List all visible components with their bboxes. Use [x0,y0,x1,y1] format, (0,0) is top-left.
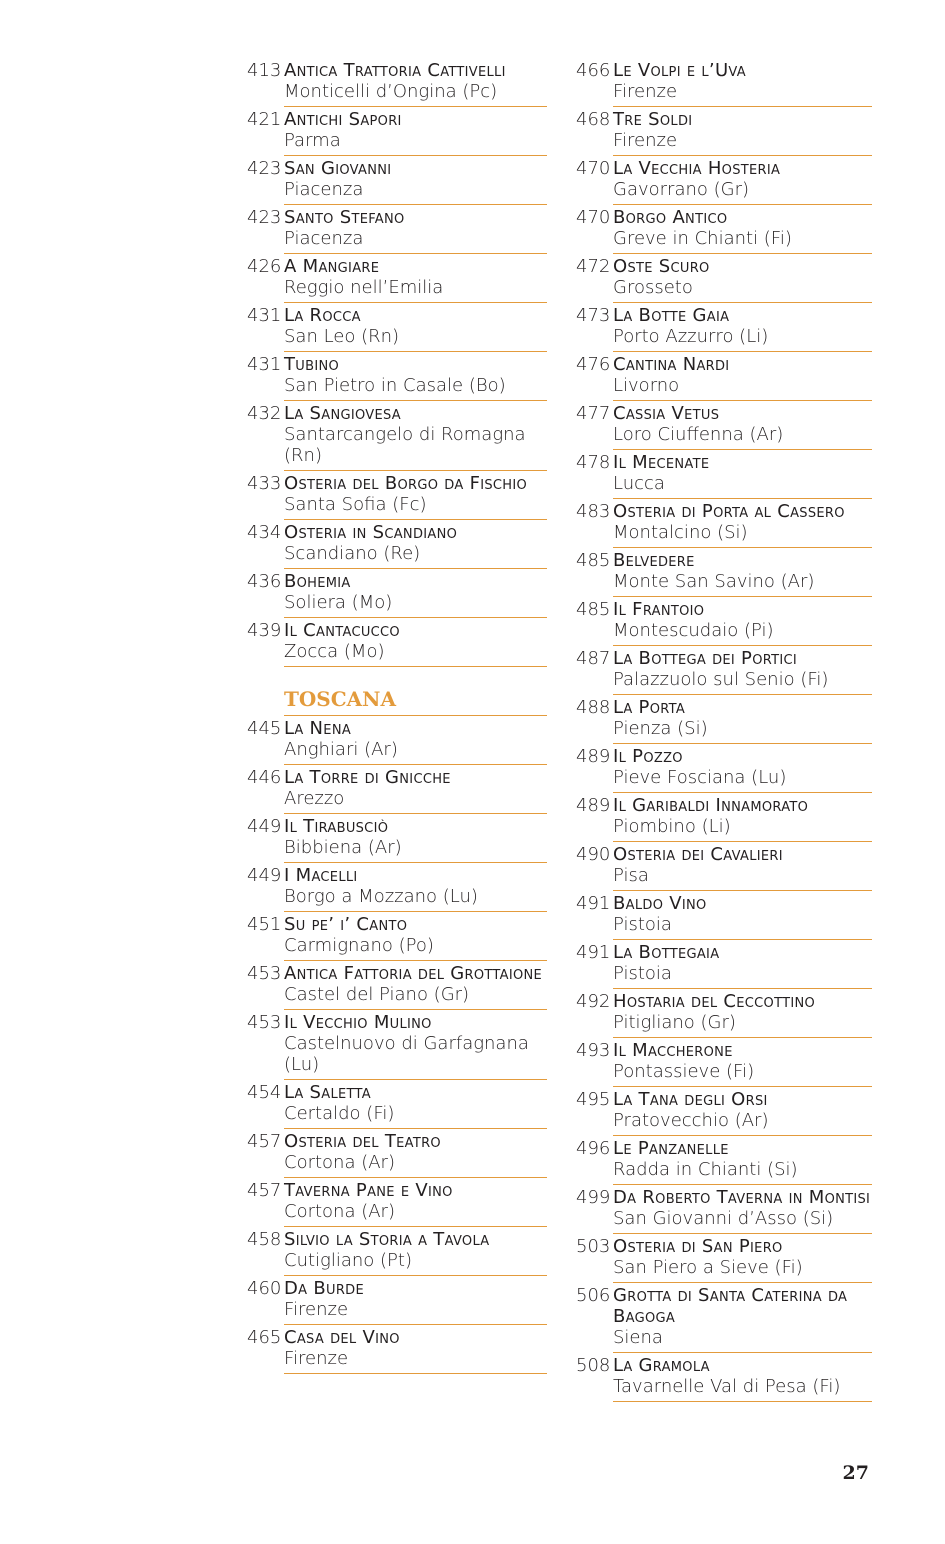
restaurant-town: Anghiari (Ar) [284,739,398,760]
page-ref-number: 457 [247,1180,282,1201]
restaurant-name: Santo Stefano [284,207,405,228]
restaurant-entry [247,303,547,352]
page-ref-number: 421 [247,109,282,130]
restaurant-town: Reggio nell’Emilia [284,277,444,298]
restaurant-town: Scandiano (Re) [284,543,421,564]
entry-text [613,354,872,396]
restaurant-entry [576,254,872,303]
entry-text [613,158,872,200]
entry-text [284,522,547,564]
entry-text [613,844,872,886]
page-ref-number: 453 [247,963,282,984]
restaurant-town: Cutigliano (Pt) [284,1250,412,1271]
restaurant-name: Cassia Vetus [613,403,720,424]
page-ref-number: 445 [247,718,282,739]
restaurant-entry [576,107,872,156]
restaurant-name: Osteria dei Cavalieri [613,844,783,865]
restaurant-town: Monte San Savino (Ar) [613,571,815,592]
restaurant-name: I Macelli [284,865,358,886]
restaurant-town: Pistoia [613,914,672,935]
restaurant-entry [576,989,872,1038]
entry-text [613,746,872,788]
entry-text [284,1180,547,1222]
page-ref-number: 477 [576,403,611,424]
restaurant-name: Borgo Antico [613,207,728,228]
restaurant-name: Il Garibaldi Innamorato [613,795,809,816]
entry-text [613,1285,872,1348]
restaurant-entry [247,156,547,205]
entry-text [613,1236,872,1278]
restaurant-name: La Torre di Gnicche [284,767,451,788]
page-ref-number: 485 [576,599,611,620]
restaurant-entry [576,842,872,891]
restaurant-entry [576,58,872,107]
restaurant-town: Pieve Fosciana (Lu) [613,767,787,788]
entry-text [284,354,547,396]
restaurant-name: Il Cantacucco [284,620,400,641]
restaurant-town: Cortona (Ar) [284,1201,395,1222]
restaurant-entry [576,597,872,646]
restaurant-town: San Giovanni d’Asso (Si) [613,1208,834,1229]
entry-text [613,207,872,249]
entry-text [613,256,872,298]
restaurant-name: Su pe’ i’ Canto [284,914,408,935]
entry-text [613,403,872,445]
restaurant-entry [576,1234,872,1283]
restaurant-town: San Pietro in Casale (Bo) [284,375,506,396]
restaurant-town: Santarcangelo di Romagna (Rn) [284,424,526,466]
restaurant-entry [576,156,872,205]
page-ref-number: 453 [247,1012,282,1033]
restaurant-entry [247,618,547,667]
page-ref-number: 483 [576,501,611,522]
entry-text [284,1278,547,1320]
restaurant-town: Parma [284,130,341,151]
page-ref-number: 487 [576,648,611,669]
restaurant-town: Firenze [284,1299,349,1320]
entry-text [613,942,872,984]
entry-text [284,473,547,515]
restaurant-entry [247,1325,547,1374]
page-ref-number: 454 [247,1082,282,1103]
restaurant-entry [247,961,547,1010]
restaurant-name: Casa del Vino [284,1327,400,1348]
restaurant-town: Castel del Piano (Gr) [284,984,470,1005]
restaurant-name: Il Maccherone [613,1040,733,1061]
restaurant-name: Antica Fattoria del Grottaione [284,963,543,984]
page-ref-number: 423 [247,207,282,228]
restaurant-name: Tre Soldi [613,109,693,130]
restaurant-entry [247,520,547,569]
page-ref-number: 499 [576,1187,611,1208]
restaurant-town: Piacenza [284,179,364,200]
page-ref-number: 491 [576,893,611,914]
restaurant-entry [247,569,547,618]
restaurant-entry [247,1129,547,1178]
restaurant-entry [576,1185,872,1234]
restaurant-town: Porto Azzurro (Li) [613,326,769,347]
page-ref-number: 457 [247,1131,282,1152]
restaurant-entry [247,1178,547,1227]
page-ref-number: 466 [576,60,611,81]
restaurant-town: Monticelli d’Ongina (Pc) [284,81,498,102]
restaurant-entry [247,863,547,912]
entry-text [613,60,872,102]
page-ref-number: 446 [247,767,282,788]
restaurant-town: Loro Ciuffenna (Ar) [613,424,784,445]
page-ref-number: 465 [247,1327,282,1348]
page-ref-number: 426 [247,256,282,277]
restaurant-name: Le Panzanelle [613,1138,729,1159]
page-ref-number: 490 [576,844,611,865]
restaurant-name: La Saletta [284,1082,371,1103]
restaurant-name: Il Tirabusciò [284,816,389,837]
restaurant-town: Bibbiena (Ar) [284,837,402,858]
restaurant-entry [247,205,547,254]
restaurant-name: Osteria del Borgo da Fischio [284,473,528,494]
entry-text [613,550,872,592]
region-heading-toscana: TOSCANA [284,687,547,716]
restaurant-entry [576,548,872,597]
restaurant-name: Le Volpi e l’Uva [613,60,746,81]
restaurant-entry [576,1353,872,1402]
restaurant-entry [247,471,547,520]
entry-text [284,1327,547,1369]
page-ref-number: 493 [576,1040,611,1061]
restaurant-name: La Botte Gaia [613,305,730,326]
restaurant-town: Arezzo [284,788,345,809]
page-ref-number: 470 [576,158,611,179]
entry-text [284,718,547,760]
restaurant-entry [576,303,872,352]
page-ref-number: 478 [576,452,611,473]
restaurant-entry [247,912,547,961]
restaurant-name: A Mangiare [284,256,380,277]
entry-text [613,991,872,1033]
restaurant-name: Il Vecchio Mulino [284,1012,432,1033]
restaurant-town: Cortona (Ar) [284,1152,395,1173]
restaurant-entry [576,1038,872,1087]
entry-text [284,403,547,466]
entry-text [613,795,872,837]
restaurant-name: La Rocca [284,305,361,326]
entry-text [613,648,872,690]
entry-text [613,305,872,347]
restaurant-name: Oste Scuro [613,256,710,277]
restaurant-entry [576,401,872,450]
page-number: 27 [842,1462,869,1484]
restaurant-entry [576,940,872,989]
page-ref-number: 460 [247,1278,282,1299]
restaurant-town: San Piero a Sieve (Fi) [613,1257,803,1278]
page-ref-number: 431 [247,354,282,375]
page-ref-number: 468 [576,109,611,130]
restaurant-town: Firenze [613,130,678,151]
page-ref-number: 489 [576,795,611,816]
restaurant-town: Borgo a Mozzano (Lu) [284,886,478,907]
toscana-list-left [247,716,547,1374]
restaurant-entry [247,1080,547,1129]
page-ref-number: 485 [576,550,611,571]
restaurant-entry [247,1010,547,1080]
page-ref-number: 436 [247,571,282,592]
restaurant-name: Cantina Nardi [613,354,730,375]
restaurant-entry [247,716,547,765]
entry-text [284,767,547,809]
restaurant-town: Pienza (Si) [613,718,708,739]
restaurant-town: Pisa [613,865,649,886]
restaurant-entry [576,1283,872,1353]
restaurant-entry [576,352,872,401]
restaurant-town: Lucca [613,473,665,494]
page-ref-number: 495 [576,1089,611,1110]
restaurant-name: Osteria del Teatro [284,1131,441,1152]
page-ref-number: 472 [576,256,611,277]
page-ref-number: 449 [247,865,282,886]
page-ref-number: 458 [247,1229,282,1250]
restaurant-name: Osteria di Porta al Cassero [613,501,845,522]
entry-text [284,1082,547,1124]
restaurant-name: Osteria di San Piero [613,1236,783,1257]
restaurant-name: La Vecchia Hosteria [613,158,781,179]
entry-text [284,963,547,1005]
restaurant-entry [247,58,547,107]
restaurant-entry [247,765,547,814]
restaurant-name: Osteria in Scandiano [284,522,458,543]
entry-text [284,1012,547,1075]
entry-text [613,599,872,641]
restaurant-name: Belvedere [613,550,695,571]
restaurant-town: Pontassieve (Fi) [613,1061,755,1082]
entry-text [284,158,547,200]
restaurant-name: Hostaria del Ceccottino [613,991,816,1012]
page-ref-number: 476 [576,354,611,375]
restaurant-entry [247,1276,547,1325]
entry-text [284,1229,547,1271]
restaurant-town: Piombino (Li) [613,816,731,837]
page-ref-number: 492 [576,991,611,1012]
restaurant-town: Piacenza [284,228,364,249]
restaurant-town: Firenze [284,1348,349,1369]
restaurant-entry [576,891,872,940]
entry-text [284,816,547,858]
entry-text [284,305,547,347]
restaurant-name: Grotta di Santa Caterina da Bagoga [613,1285,848,1327]
restaurant-name: La Gramola [613,1355,710,1376]
page-ref-number: 506 [576,1285,611,1306]
restaurant-town: Palazzuolo sul Senio (Fi) [613,669,829,690]
restaurant-name: Da Roberto Taverna in Montisi [613,1187,871,1208]
page-ref-number: 470 [576,207,611,228]
restaurant-town: Gavorrano (Gr) [613,179,750,200]
restaurant-town: Greve in Chianti (Fi) [613,228,792,249]
entry-text [613,1138,872,1180]
page-ref-number: 449 [247,816,282,837]
restaurant-town: Certaldo (Fi) [284,1103,395,1124]
restaurant-name: Antica Trattoria Cattivelli [284,60,506,81]
entry-text [613,893,872,935]
entry-text [284,1131,547,1173]
restaurant-town: Santa Sofia (Fc) [284,494,427,515]
entry-text [613,1355,872,1397]
restaurant-town: Montescudaio (Pi) [613,620,774,641]
restaurant-town: Pitigliano (Gr) [613,1012,736,1033]
entry-text [613,501,872,543]
restaurant-town: Firenze [613,81,678,102]
restaurant-name: La Bottega dei Portici [613,648,798,669]
restaurant-entry [247,352,547,401]
restaurant-entry [576,205,872,254]
entry-text [613,452,872,494]
restaurant-entry [576,450,872,499]
entry-text [613,1089,872,1131]
right-column [576,58,872,1402]
entry-text [284,865,547,907]
page-ref-number: 491 [576,942,611,963]
restaurant-name: Taverna Pane e Vino [284,1180,453,1201]
restaurant-entry [576,793,872,842]
page-ref-number: 503 [576,1236,611,1257]
restaurant-entry [247,1227,547,1276]
left-column [247,58,547,1374]
entry-text [284,60,547,102]
restaurant-town: Soliera (Mo) [284,592,393,613]
page-ref-number: 508 [576,1355,611,1376]
restaurant-name: Il Frantoio [613,599,705,620]
restaurant-town: Radda in Chianti (Si) [613,1159,798,1180]
page-ref-number: 496 [576,1138,611,1159]
restaurant-name: Bohemia [284,571,351,592]
entry-text [284,620,547,662]
page-ref-number: 432 [247,403,282,424]
restaurant-town: Pistoia [613,963,672,984]
restaurant-entry [576,499,872,548]
restaurant-name: Antichi Sapori [284,109,402,130]
page-ref-number: 431 [247,305,282,326]
page-ref-number: 451 [247,914,282,935]
restaurant-town: Pratovecchio (Ar) [613,1110,769,1131]
restaurant-town: Grosseto [613,277,693,298]
restaurant-entry [247,107,547,156]
entry-text [284,256,547,298]
restaurant-name: La Nena [284,718,352,739]
restaurant-name: La Bottegaia [613,942,720,963]
restaurant-town: San Leo (Rn) [284,326,400,347]
restaurant-town: Livorno [613,375,680,396]
page-ref-number: 488 [576,697,611,718]
restaurant-town: Montalcino (Si) [613,522,748,543]
entry-text [284,207,547,249]
page-ref-number: 433 [247,473,282,494]
entry-text [613,1040,872,1082]
restaurant-name: Tubino [284,354,340,375]
restaurant-name: La Sangiovesa [284,403,401,424]
restaurant-town: Castelnuovo di Garfagnana (Lu) [284,1033,529,1075]
restaurant-entry [576,695,872,744]
entry-text [284,109,547,151]
page-ref-number: 423 [247,158,282,179]
entry-text [613,109,872,151]
restaurant-name: La Porta [613,697,686,718]
page-ref-number: 434 [247,522,282,543]
entry-text [613,697,872,739]
emilia-romagna-list [247,58,547,667]
restaurant-name: Da Burde [284,1278,364,1299]
restaurant-entry [576,1087,872,1136]
restaurant-entry [247,401,547,471]
restaurant-name: Il Mecenate [613,452,710,473]
restaurant-entry [247,814,547,863]
restaurant-name: Baldo Vino [613,893,707,914]
entry-text [613,1187,872,1229]
restaurant-town: Zocca (Mo) [284,641,385,662]
restaurant-town: Tavarnelle Val di Pesa (Fi) [613,1376,841,1397]
restaurant-town: Siena [613,1327,663,1348]
entry-text [284,914,547,956]
restaurant-name: Silvio la Storia a Tavola [284,1229,490,1250]
page-ref-number: 489 [576,746,611,767]
restaurant-name: San Giovanni [284,158,392,179]
page-ref-number: 439 [247,620,282,641]
restaurant-entry [576,1136,872,1185]
restaurant-entry [247,254,547,303]
restaurant-town: Carmignano (Po) [284,935,434,956]
page-ref-number: 413 [247,60,282,81]
entry-text [284,571,547,613]
restaurant-name: Il Pozzo [613,746,683,767]
restaurant-entry [576,646,872,695]
restaurant-entry [576,744,872,793]
page-ref-number: 473 [576,305,611,326]
restaurant-name: La Tana degli Orsi [613,1089,768,1110]
